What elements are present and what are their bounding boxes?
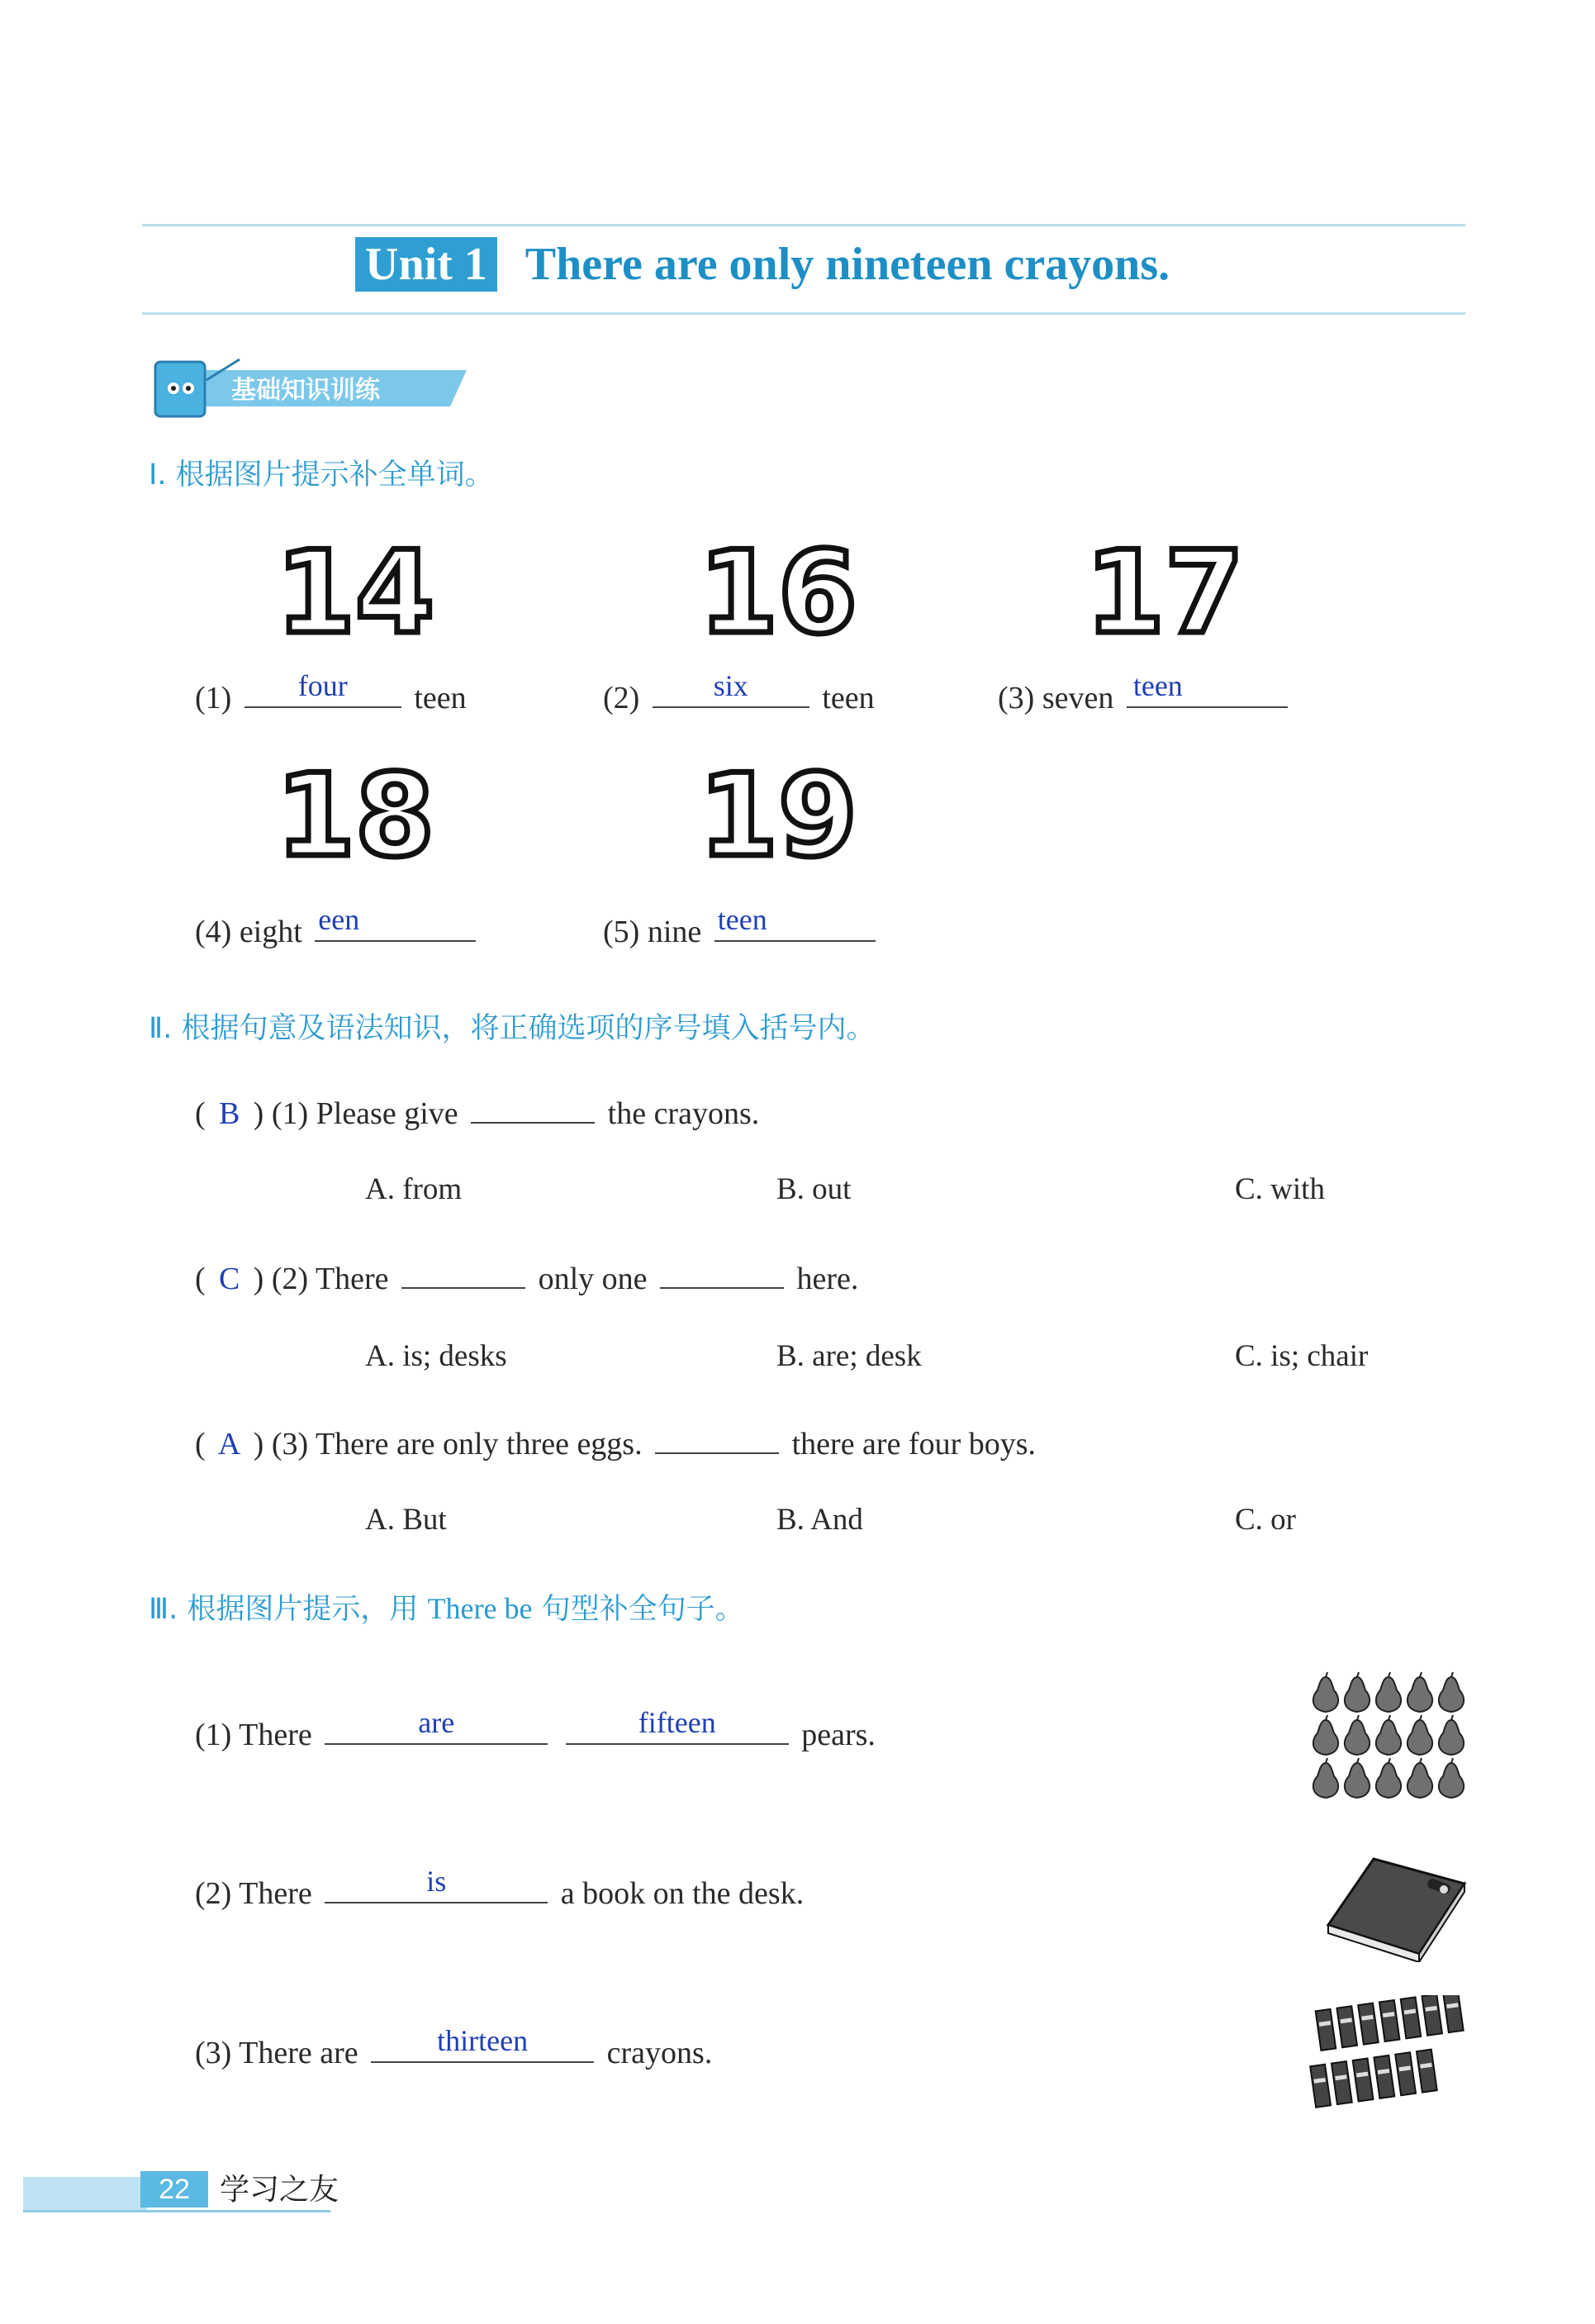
page-number: 22: [140, 2171, 208, 2208]
word-item-2: (2) six teen: [603, 669, 875, 715]
word-item-1: (1) four teen: [195, 669, 467, 715]
svg-text:18: 18: [275, 756, 435, 880]
question-blank: [655, 1419, 779, 1454]
choice-question-2: ( C ) (2) There only one here.: [195, 1254, 858, 1297]
unit-title: [355, 235, 1170, 293]
answer-paren-3[interactable]: A: [217, 1427, 241, 1461]
book-icon: [1320, 1846, 1469, 1962]
svg-text:16: 16: [698, 533, 858, 657]
sentence-item-3: (3) There are thirteen crayons.: [195, 2024, 713, 2070]
pears-icon: [1309, 1669, 1474, 1805]
section3-title: Ⅲ. 根据图片提示，用 There be 句型补全句子。: [149, 1592, 744, 1626]
sentence-blank[interactable]: thirteen: [371, 2028, 594, 2063]
number-14-image: [264, 533, 446, 657]
option-c[interactable]: C. is; chair: [1235, 1339, 1369, 1373]
crayons-icon: [1309, 1995, 1470, 2111]
header-bottom-rule: [142, 312, 1465, 315]
banner-label: 基础知识训练: [231, 376, 380, 405]
svg-text:14: 14: [275, 533, 435, 657]
answer-paren-1[interactable]: B: [218, 1096, 240, 1131]
word-item-4: (4) eight een: [195, 907, 481, 950]
sentence-item-1: (1) There are fifteen pears.: [195, 1706, 876, 1752]
option-a[interactable]: A. But: [365, 1503, 447, 1537]
option-b[interactable]: B. are; desk: [776, 1339, 922, 1373]
sentence-item-2: (2) There is a book on the desk.: [195, 1865, 805, 1911]
question-blank: [660, 1254, 784, 1289]
answer-blank-4[interactable]: een: [315, 907, 476, 942]
sentence-blank[interactable]: is: [325, 1869, 548, 1903]
answer-blank-5[interactable]: teen: [714, 907, 876, 942]
unit-label: Unit 1: [355, 237, 497, 292]
answer-blank-2[interactable]: six: [653, 673, 809, 708]
unit-title-text: There are only nineteen crayons.: [525, 239, 1170, 290]
header-top-rule: [142, 224, 1465, 226]
book-mascot-icon: [155, 362, 205, 416]
option-b[interactable]: B. out: [776, 1172, 852, 1206]
section2-title: Ⅱ. 根据句意及语法知识，将正确选项的序号填入括号内。: [149, 1012, 876, 1045]
svg-text:19: 19: [698, 756, 858, 880]
sentence-blank[interactable]: fifteen: [566, 1710, 789, 1745]
choice-question-3: ( A ) (3) There are only three eggs. there are four boys.: [195, 1419, 1036, 1462]
option-a[interactable]: A. is; desks: [365, 1339, 507, 1373]
option-c[interactable]: C. or: [1235, 1503, 1296, 1537]
number-18-image: [264, 756, 446, 880]
answer-blank-3[interactable]: teen: [1127, 673, 1288, 708]
number-19-image: [687, 756, 869, 880]
section1-title: Ⅰ. 根据图片提示补全单词。: [149, 459, 494, 492]
svg-text:17: 17: [1085, 533, 1245, 657]
sentence-blank[interactable]: are: [325, 1710, 548, 1745]
word-item-3: (3) seven teen: [998, 673, 1293, 716]
question-blank: [401, 1254, 525, 1289]
word-item-5: (5) nine teen: [603, 907, 881, 950]
number-17-image: [1074, 533, 1256, 657]
number-16-image: [687, 533, 869, 657]
book-name: 学习之友: [220, 2173, 339, 2207]
option-b[interactable]: B. And: [776, 1503, 863, 1537]
answer-paren-2[interactable]: C: [218, 1262, 240, 1296]
answer-blank-1[interactable]: four: [244, 673, 401, 708]
option-c[interactable]: C. with: [1235, 1172, 1325, 1206]
choice-question-1: ( B ) (1) Please give the crayons.: [195, 1089, 759, 1132]
question-blank: [471, 1089, 595, 1124]
option-a[interactable]: A. from: [365, 1172, 463, 1206]
section-banner: [149, 355, 467, 421]
